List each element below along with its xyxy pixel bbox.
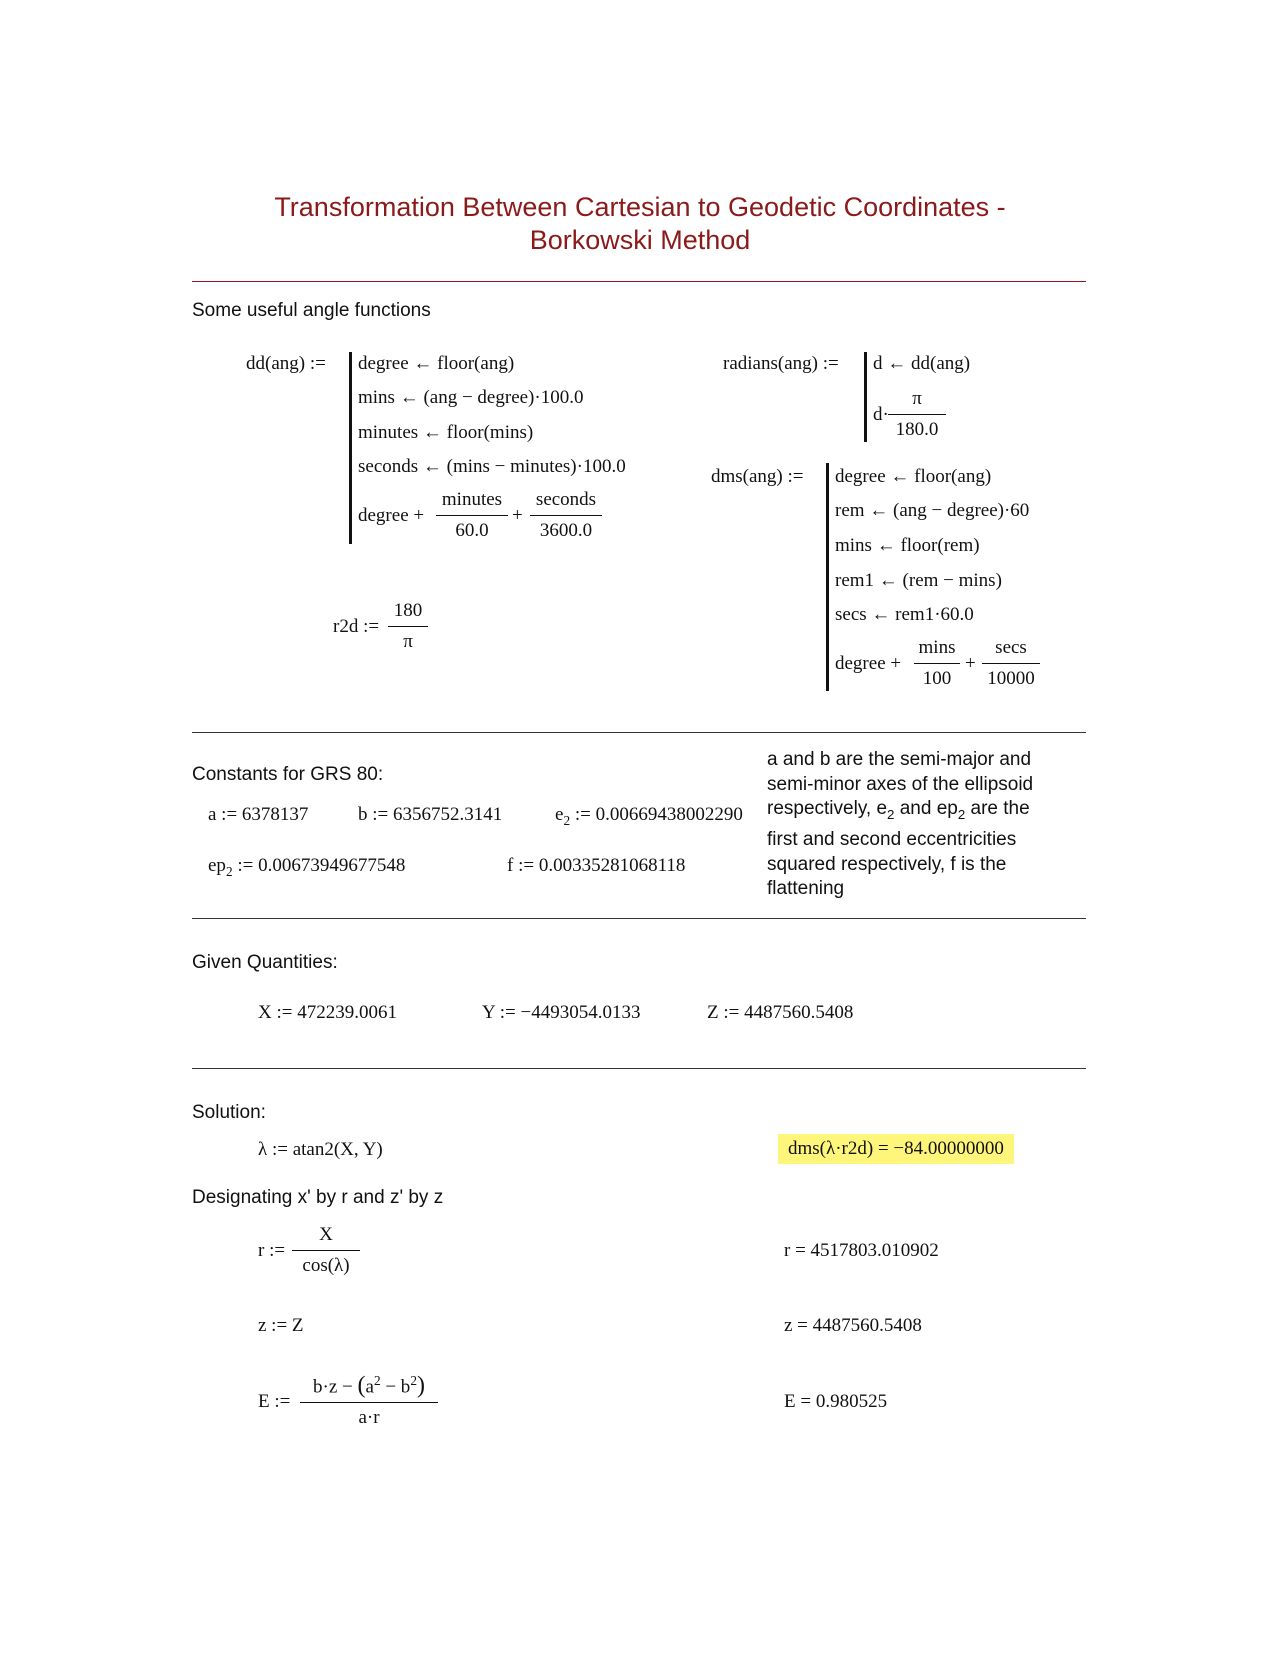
dms-line-2: rem ← (ang − degree)·60 [835, 500, 1030, 521]
E-numerator-bz: b·z − [313, 1376, 358, 1398]
radians-line-2-d: d· [873, 404, 889, 425]
E-numerator-a-exponent: 2 [373, 1373, 381, 1388]
dd-line-5-degree: degree + [358, 505, 425, 526]
dms-lhs: dms(ang) := [711, 466, 804, 487]
section-divider-2 [192, 918, 1086, 919]
dd-program-bar [349, 352, 352, 544]
title-divider [192, 281, 1086, 282]
dd-line-3: minutes ← floor(mins) [358, 422, 534, 443]
dms-line-5: secs ← rem1·60.0 [835, 604, 974, 625]
dms-secs-numerator: secs [982, 637, 1040, 664]
solution-heading: Solution: [192, 1102, 266, 1123]
dd-line-2: mins ← (ang − degree)·100.0 [358, 387, 584, 408]
r2d-numerator: 180 [388, 600, 428, 627]
note-text-2: and ep [894, 798, 958, 820]
z-result: z = 4487560.5408 [784, 1315, 922, 1336]
E-fraction [300, 1370, 438, 1429]
constant-a: a := 6378137 [208, 804, 309, 825]
constant-e2 [555, 804, 743, 829]
E-close-paren: ) [416, 1372, 425, 1399]
dms-line-3: mins ← floor(rem) [835, 535, 980, 556]
lambda-result-highlighted: dms(λ·r2d) = −84.00000000 [778, 1134, 1014, 1164]
dms-mins-fraction [914, 637, 960, 690]
dd-seconds-denominator: 3600.0 [539, 520, 593, 541]
E-numerator-b: − b [380, 1376, 411, 1398]
r2d-denominator: π [403, 631, 413, 652]
ep2-value: := 0.00673949677548 [232, 855, 406, 876]
r-numerator: X [292, 1224, 360, 1251]
section-divider-3 [192, 1068, 1086, 1069]
dd-minutes-fraction [436, 489, 508, 542]
page-title-line-2: Borkowski Method [529, 225, 751, 255]
E-open-paren: ( [357, 1372, 366, 1399]
E-denominator: a·r [358, 1407, 380, 1429]
r2d-fraction [388, 600, 428, 653]
given-y: Y := −4493054.0133 [482, 1002, 641, 1023]
dms-mins-denominator: 100 [922, 668, 952, 689]
angle-functions-heading: Some useful angle functions [192, 300, 431, 321]
page-title-line-1: Transformation Between Cartesian to Geodetic Coordinates - [274, 192, 1006, 222]
note-subscript-1: 2 [887, 807, 895, 823]
given-heading: Given Quantities: [192, 952, 338, 973]
dd-plus: + [512, 505, 523, 526]
r-lhs: r := [258, 1240, 286, 1261]
e2-name: e [555, 804, 564, 825]
radians-lhs: radians(ang) := [723, 353, 839, 374]
z-definition: z := Z [258, 1315, 304, 1336]
E-lhs: E := [258, 1391, 291, 1412]
given-z: Z := 4487560.5408 [707, 1002, 854, 1023]
dd-line-4: seconds ← (mins − minutes)·100.0 [358, 456, 626, 477]
designating-text: Designating x' by r and z' by z [192, 1187, 444, 1208]
dms-mins-numerator: mins [914, 637, 960, 664]
dd-minutes-denominator: 60.0 [455, 520, 489, 541]
r-result: r = 4517803.010902 [784, 1240, 939, 1261]
ep2-name: ep [208, 855, 226, 876]
E-result: E = 0.980525 [784, 1391, 888, 1412]
radians-fraction [888, 388, 946, 441]
dms-secs-fraction [982, 637, 1040, 690]
e2-value: := 0.00669438002290 [570, 804, 743, 825]
given-x: X := 472239.0061 [258, 1002, 397, 1023]
dms-line-6-degree: degree + [835, 653, 902, 674]
dms-plus: + [965, 653, 976, 674]
dms-program-bar [826, 463, 829, 691]
E-numerator [300, 1370, 438, 1403]
constant-f: f := 0.00335281068118 [507, 855, 686, 876]
r-fraction [292, 1224, 360, 1277]
r2d-lhs: r2d := [333, 616, 380, 637]
dms-line-1: degree ← floor(ang) [835, 466, 992, 487]
dd-lhs: dd(ang) := [246, 353, 326, 374]
constants-heading: Constants for GRS 80: [192, 764, 384, 785]
e2-subscript: 2 [563, 812, 571, 828]
note-text-3: are the first and second eccentricities squared respectively, f is the flattening [767, 798, 1030, 900]
dd-minutes-numerator: minutes [436, 489, 508, 516]
ep2-subscript: 2 [225, 863, 233, 879]
E-numerator-b-exponent: 2 [410, 1373, 417, 1388]
dms-secs-denominator: 10000 [987, 668, 1035, 689]
r-denominator: cos(λ) [302, 1255, 350, 1276]
dms-line-4: rem1 ← (rem − mins) [835, 570, 1002, 591]
dd-seconds-fraction [530, 489, 602, 542]
dd-seconds-numerator: seconds [530, 489, 602, 516]
radians-program-bar [864, 352, 867, 442]
radians-numerator: π [888, 388, 946, 415]
lambda-definition: λ := atan2(X, Y) [258, 1139, 383, 1160]
note-text-1: a and b are the semi-major and semi-minor axes of the ellipsoid respectively, e [767, 749, 1034, 820]
E-numerator-a: a [365, 1376, 374, 1398]
constant-ep2 [208, 855, 405, 880]
constant-b: b := 6356752.3141 [358, 804, 503, 825]
dd-line-1: degree ← floor(ang) [358, 353, 515, 374]
constants-note [767, 748, 1057, 902]
radians-denominator: 180.0 [895, 419, 939, 440]
radians-line-1: d ← dd(ang) [873, 353, 971, 374]
note-subscript-2: 2 [957, 807, 966, 823]
section-divider-1 [192, 732, 1086, 733]
